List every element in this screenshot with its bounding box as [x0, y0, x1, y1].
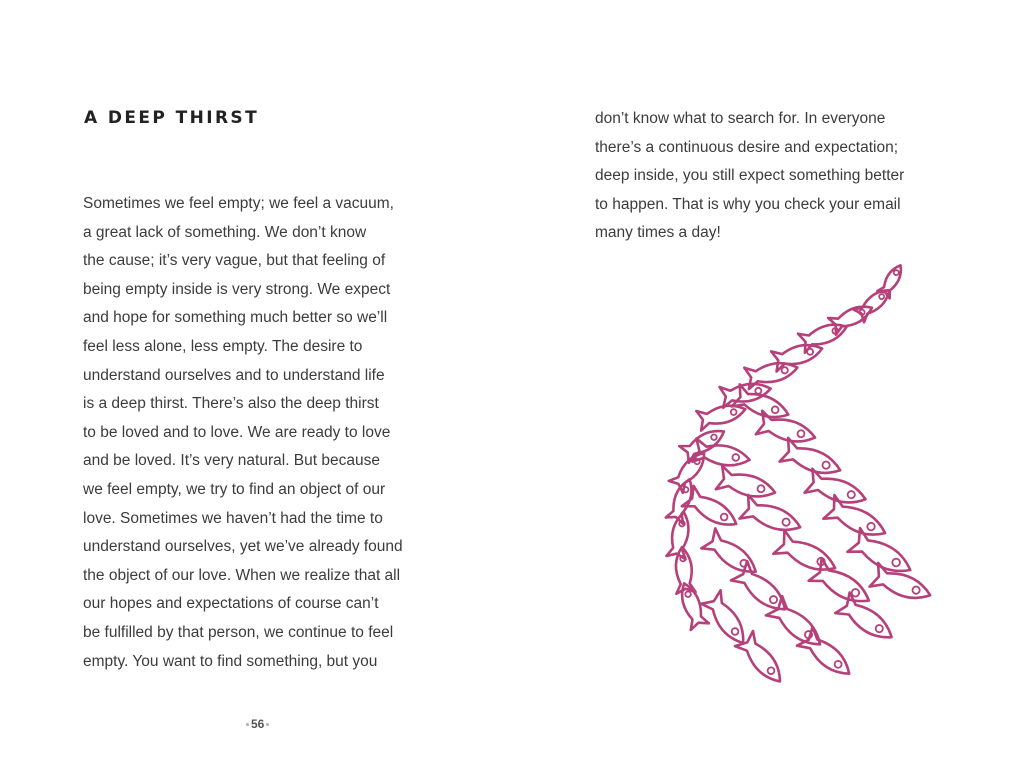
- right-line: to happen. That is why you check your email: [595, 195, 901, 213]
- left-line: be fulfilled by that person, we continue to feel: [83, 623, 394, 641]
- fish-outline: [666, 476, 698, 524]
- left-line: Sometimes we feel empty; we feel a vacuum,: [83, 195, 394, 212]
- left-line: love. Sometimes we haven’t had the time to: [83, 509, 383, 527]
- left-line: being empty inside is very strong. We expect: [83, 280, 391, 298]
- left-line: a great lack of something. We don’t know: [83, 223, 367, 241]
- fish-outline: [701, 590, 752, 649]
- page-number: [244, 717, 271, 731]
- left-line: understand ourselves and to understand life: [83, 366, 385, 384]
- left-line: we feel empty, we try to find an object of our: [83, 480, 386, 498]
- left-line: empty. You want to find something, but you: [83, 652, 378, 670]
- page-number-ornament-right: [266, 723, 269, 726]
- fish-outline: [847, 528, 916, 582]
- fish-outline: [716, 466, 778, 505]
- fish-outline: [853, 284, 894, 323]
- fish-outline: [869, 563, 934, 607]
- left-line: the object of our love. When we realize that all: [83, 566, 401, 584]
- school-of-fish-illustration: [612, 255, 952, 695]
- right-line: many times a day!: [595, 224, 721, 242]
- left-line: to be loved and to love. We are ready to love: [83, 423, 391, 441]
- left-line: the cause; it’s very vague, but that feeling of: [83, 252, 386, 270]
- fish-outline: [773, 530, 840, 580]
- fish-outline: [797, 627, 857, 683]
- left-line: understand ourselves, yet we’ve already found: [83, 538, 403, 556]
- page-number-value: 56: [251, 717, 265, 731]
- left-line: and be loved. It’s very natural. But because: [83, 452, 380, 470]
- chapter-title: A DEEP THIRST: [84, 108, 260, 128]
- fish-outline: [805, 469, 870, 512]
- right-line: deep inside, you still expect something better: [595, 167, 905, 185]
- fish-outline: [828, 299, 876, 334]
- page-number-ornament-left: [246, 723, 249, 726]
- left-line: is a deep thirst. There’s also the deep thirst: [83, 395, 379, 413]
- right-line: there’s a continuous desire and expectation;: [595, 138, 899, 156]
- left-line: feel less alone, less empty. The desire to: [83, 337, 363, 355]
- fish-outline: [809, 558, 876, 612]
- left-line: our hopes and expectations of course can’t: [83, 595, 379, 613]
- left-page-body-text: [83, 190, 403, 676]
- fish-outline: [798, 317, 850, 352]
- left-line: and hope for something much better so we’ll: [83, 309, 388, 327]
- right-line: don’t know what to search for. In everyone: [595, 110, 886, 127]
- right-page: [512, 0, 1024, 768]
- right-page-body-text: [595, 105, 904, 248]
- fish-outline: [739, 495, 804, 539]
- fish-outline: [877, 262, 906, 299]
